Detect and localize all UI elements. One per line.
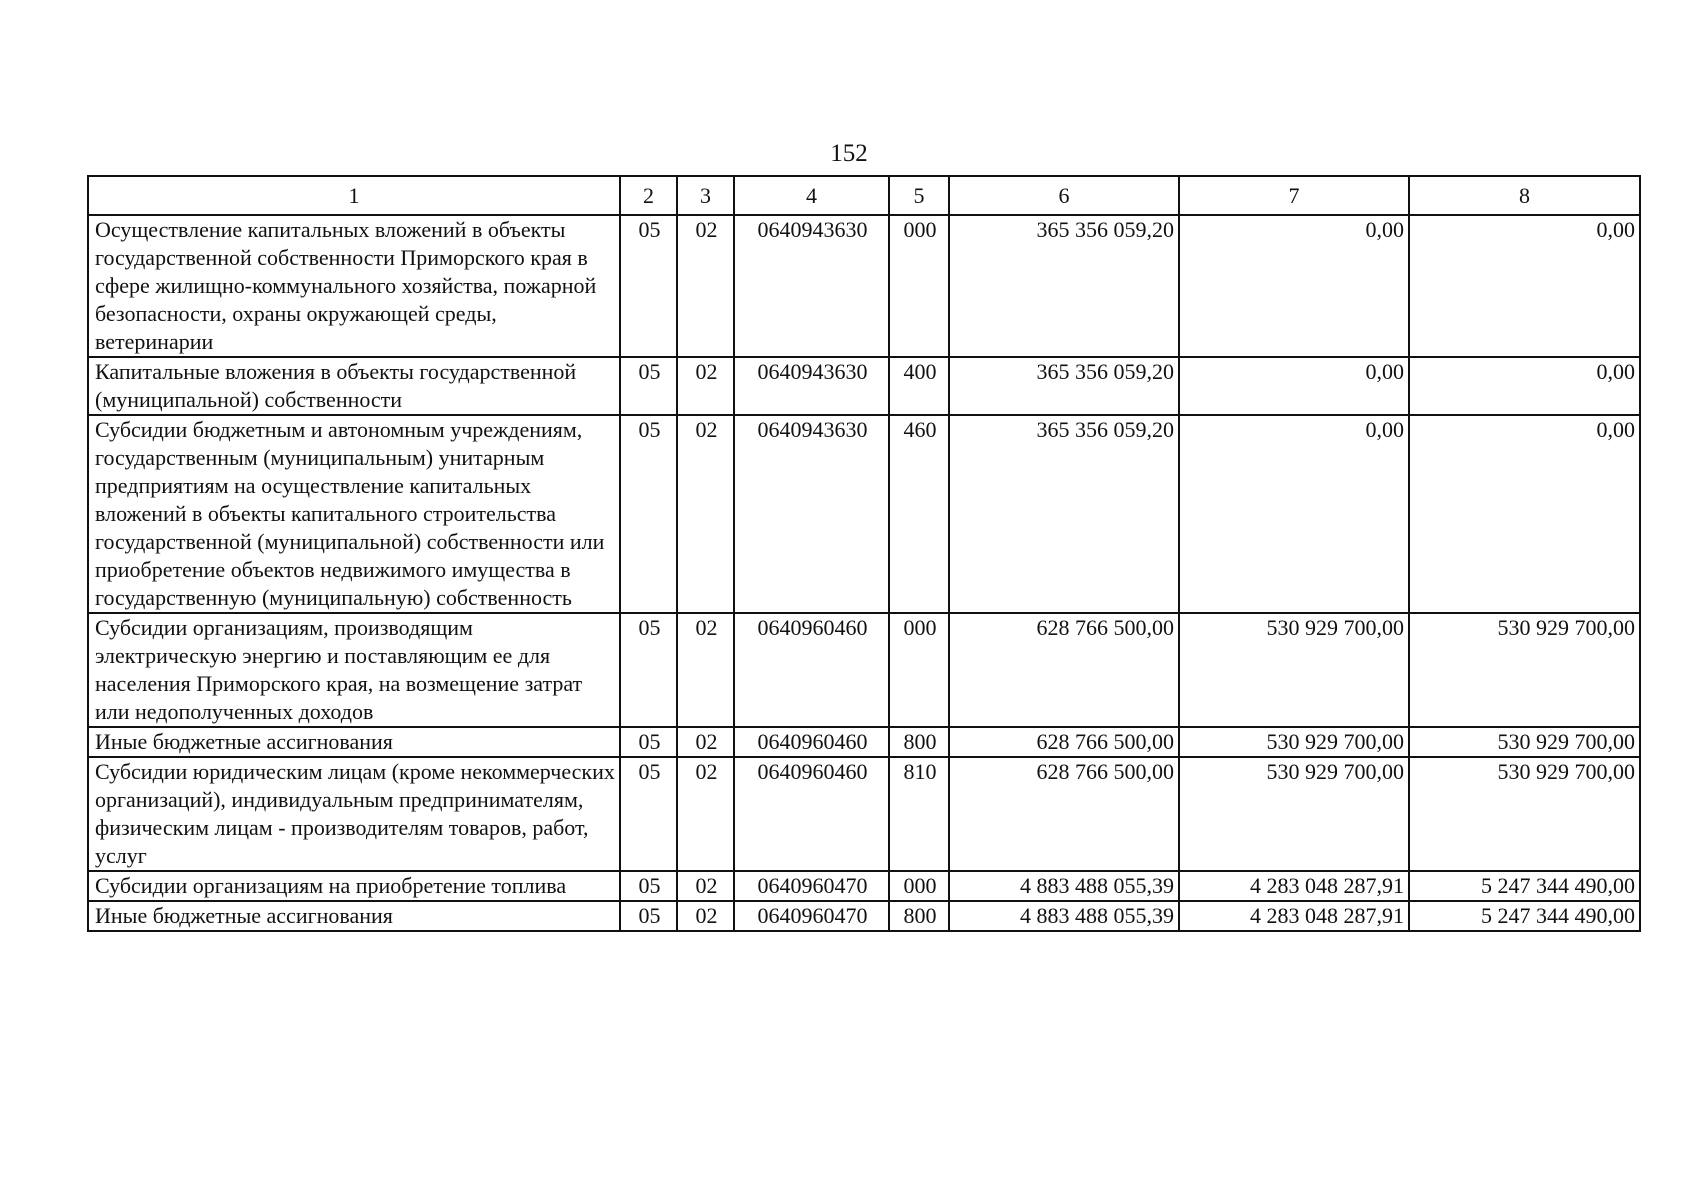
row-name: Осуществление капитальных вложений в объекты государственной собственности Приморского края в сфере жилищно-коммунального хозяйства, пожарной безопасности, охраны окружающей среды, ветеринарии [88, 215, 620, 357]
subsection-code: 02 [677, 415, 734, 613]
row-name: Иные бюджетные ассигнования [88, 727, 620, 757]
column-header: 6 [949, 176, 1179, 215]
amount-col8: 5 247 344 490,00 [1409, 871, 1640, 901]
section-code: 05 [620, 613, 677, 727]
amount-col6: 628 766 500,00 [949, 727, 1179, 757]
expense-type-code: 000 [889, 871, 949, 901]
amount-col7: 530 929 700,00 [1179, 613, 1409, 727]
column-header: 3 [677, 176, 734, 215]
amount-col7: 530 929 700,00 [1179, 727, 1409, 757]
table-row [88, 415, 1640, 613]
amount-col7: 0,00 [1179, 415, 1409, 613]
target-article-code: 0640960470 [734, 901, 889, 931]
target-article-code: 0640943630 [734, 415, 889, 613]
subsection-code: 02 [677, 871, 734, 901]
amount-col7: 4 283 048 287,91 [1179, 871, 1409, 901]
column-header: 2 [620, 176, 677, 215]
section-code: 05 [620, 415, 677, 613]
table-row [88, 757, 1640, 871]
section-code: 05 [620, 871, 677, 901]
amount-col6: 628 766 500,00 [949, 613, 1179, 727]
row-name: Субсидии организациям на приобретение топлива [88, 871, 620, 901]
page-number: 152 [830, 140, 868, 167]
amount-col8: 5 247 344 490,00 [1409, 901, 1640, 931]
table-row [88, 727, 1640, 757]
section-code: 05 [620, 727, 677, 757]
expense-type-code: 460 [889, 415, 949, 613]
amount-col7: 530 929 700,00 [1179, 757, 1409, 871]
section-code: 05 [620, 757, 677, 871]
column-header: 7 [1179, 176, 1409, 215]
table-row [88, 901, 1640, 931]
expense-type-code: 000 [889, 215, 949, 357]
expense-type-code: 800 [889, 727, 949, 757]
expense-type-code: 400 [889, 357, 949, 415]
row-name: Субсидии бюджетным и автономным учреждениям, государственным (муниципальным) унитарным предприятиям на осуществление капитальных вложений в объекты капитального строительства государственной (муниципальной) собственности или приобретение объектов недвижимого имущества в государственную (муниципальную) собственность [88, 415, 620, 613]
row-name: Субсидии организациям, производящим электрическую энергию и поставляющим ее для населения Приморского края, на возмещение затрат или недополученных доходов [88, 613, 620, 727]
table-row [88, 357, 1640, 415]
amount-col6: 628 766 500,00 [949, 757, 1179, 871]
amount-col7: 0,00 [1179, 215, 1409, 357]
row-name: Субсидии юридическим лицам (кроме некоммерческих организаций), индивидуальным предпринимателям, физическим лицам - производителям товаров, работ, услуг [88, 757, 620, 871]
row-name: Иные бюджетные ассигнования [88, 901, 620, 931]
subsection-code: 02 [677, 215, 734, 357]
budget-table [87, 175, 1641, 932]
section-code: 05 [620, 357, 677, 415]
section-code: 05 [620, 215, 677, 357]
amount-col6: 4 883 488 055,39 [949, 871, 1179, 901]
amount-col7: 4 283 048 287,91 [1179, 901, 1409, 931]
expense-type-code: 810 [889, 757, 949, 871]
amount-col6: 365 356 059,20 [949, 415, 1179, 613]
target-article-code: 0640943630 [734, 215, 889, 357]
amount-col8: 530 929 700,00 [1409, 757, 1640, 871]
column-header: 1 [88, 176, 620, 215]
subsection-code: 02 [677, 357, 734, 415]
table-row [88, 613, 1640, 727]
amount-col8: 0,00 [1409, 215, 1640, 357]
amount-col7: 0,00 [1179, 357, 1409, 415]
amount-col8: 530 929 700,00 [1409, 613, 1640, 727]
table-row [88, 215, 1640, 357]
amount-col6: 365 356 059,20 [949, 215, 1179, 357]
target-article-code: 0640960460 [734, 757, 889, 871]
row-name: Капитальные вложения в объекты государственной (муниципальной) собственности [88, 357, 620, 415]
amount-col8: 0,00 [1409, 415, 1640, 613]
target-article-code: 0640943630 [734, 357, 889, 415]
amount-col6: 4 883 488 055,39 [949, 901, 1179, 931]
amount-col6: 365 356 059,20 [949, 357, 1179, 415]
target-article-code: 0640960470 [734, 871, 889, 901]
target-article-code: 0640960460 [734, 727, 889, 757]
amount-col8: 0,00 [1409, 357, 1640, 415]
subsection-code: 02 [677, 901, 734, 931]
expense-type-code: 000 [889, 613, 949, 727]
column-header: 4 [734, 176, 889, 215]
expense-type-code: 800 [889, 901, 949, 931]
subsection-code: 02 [677, 757, 734, 871]
section-code: 05 [620, 901, 677, 931]
header-row [88, 176, 1640, 215]
table-row [88, 871, 1640, 901]
amount-col8: 530 929 700,00 [1409, 727, 1640, 757]
column-header: 5 [889, 176, 949, 215]
subsection-code: 02 [677, 613, 734, 727]
target-article-code: 0640960460 [734, 613, 889, 727]
column-header: 8 [1409, 176, 1640, 215]
subsection-code: 02 [677, 727, 734, 757]
